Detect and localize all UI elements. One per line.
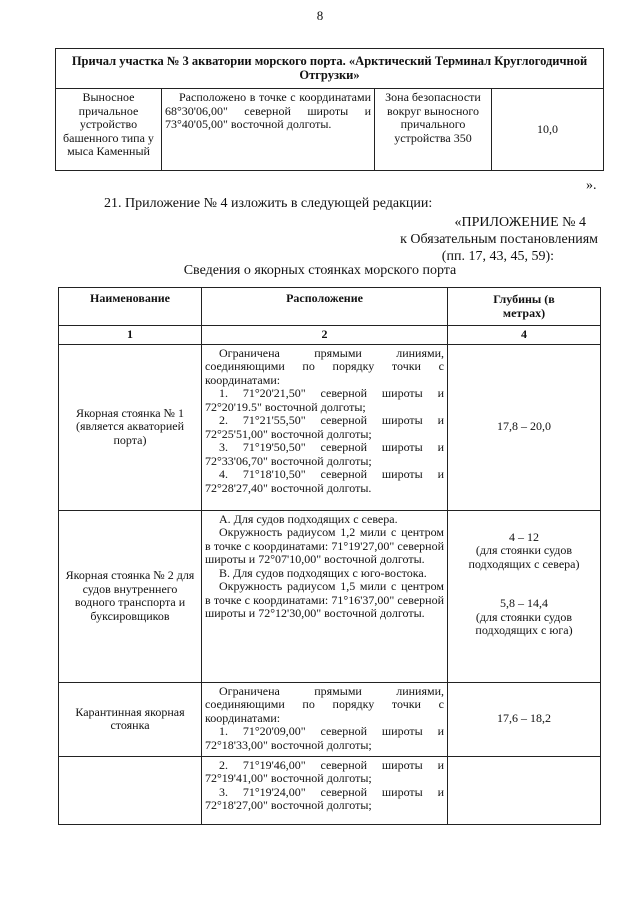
anchorage-4-name — [59, 756, 202, 824]
closing-mark: ». — [586, 178, 597, 193]
berth-zone: Зона безопасности вокруг выносного причального устройства 350 — [375, 89, 492, 171]
anchorage-1-name: Якорная стоянка № 1 (является акваторией порта) — [59, 344, 202, 510]
page-number: 8 — [316, 8, 324, 23]
col-number-4: 4 — [448, 326, 601, 345]
depth-north-note: (для стоянки судов подходящих с севера) — [468, 543, 580, 571]
location-line: 1. 71°20'21,50" северной широты и 72°20'19.5" восточной долготы; — [205, 386, 444, 414]
col-number-1: 1 — [59, 326, 202, 345]
location-line: Окружность радиусом 1,2 мили с центром в точке с координатами: 71°19'27,00" северной широты и 72°07'10,00" восточной долготы. — [205, 525, 444, 566]
header-depth: Глубины (в метрах) — [448, 288, 601, 326]
appendix-title: «ПРИЛОЖЕНИЕ № 4 — [454, 215, 586, 230]
anchorage-table — [58, 287, 601, 825]
appendix-ref: к Обязательным постановлениям — [400, 232, 598, 247]
header-name: Наименование — [59, 288, 202, 326]
anchorage-2-location — [202, 510, 448, 682]
item-21: 21. Приложение № 4 изложить в следующей редакции: — [104, 196, 433, 211]
berth-name: Выносное причальное устройство башенного типа у мыса Каменный — [56, 89, 162, 171]
berth-depth: 10,0 — [492, 89, 604, 171]
location-line: 1. 71°20'09,00" северной широты и 72°18'33,00" восточной долготы; — [205, 724, 444, 752]
depth-north: 4 – 12 — [509, 529, 539, 544]
location-line: Ограничена прямыми линиями, соединяющими по порядку точки с координатами: — [205, 345, 444, 387]
anchorage-1-depth: 17,8 – 20,0 — [448, 344, 601, 510]
anchorage-4-depth — [448, 756, 601, 824]
location-line: Окружность радиусом 1,5 мили с центром в точке с координатами: 71°16'37,00" северной широты и 72°12'30,00" восточной долготы. — [205, 579, 444, 620]
anchorage-2-depth — [448, 510, 601, 682]
depth-south-note: (для стоянки судов подходящих с юга) — [475, 609, 573, 637]
location-line: 3. 71°19'50,50" северной широты и 72°33'06,70" восточной долготы; — [205, 440, 444, 468]
col-number-2: 2 — [202, 326, 448, 345]
location-line: Ограничена прямыми линиями, соединяющими по порядку точки с координатами: — [205, 683, 444, 725]
anchorage-3-location — [202, 682, 448, 756]
header-location: Расположение — [202, 288, 448, 326]
anchorage-4-location — [202, 756, 448, 824]
location-line: 2. 71°21'55,50" северной широты и 72°25'51,00" восточной долготы; — [205, 413, 444, 441]
anchorage-2-name: Якорная стоянка № 2 для судов внутреннего водного транспорта и буксировщиков — [59, 510, 202, 682]
berth-location: Расположено в точке с координатами 68°30'06,00" северной широты и 73°40'05,00" восточной долготы. — [162, 89, 375, 171]
location-line: 4. 71°18'10,50" северной широты и 72°28'27,40" восточной долготы. — [205, 467, 444, 495]
location-line: В. Для судов подходящих с юго-востока. — [219, 565, 427, 580]
location-line: 3. 71°19'24,00" северной широты и 72°18'27,00" восточной долготы; — [205, 784, 444, 812]
depth-south: 5,8 – 14,4 — [500, 596, 548, 610]
appendix-pages: (пп. 17, 43, 45, 59): — [441, 249, 554, 264]
appendix-heading: Сведения о якорных стоянках морского порта — [183, 263, 457, 278]
anchorage-3-name: Карантинная якорная стоянка — [59, 682, 202, 756]
location-line: А. Для судов подходящих с севера. — [219, 511, 398, 526]
berth-table-header: Причал участка № 3 акватории морского порта. «Арктический Терминал Круглогодичной Отгрузки» — [56, 49, 604, 89]
location-line: 2. 71°19'46,00" северной широты и 72°19'41,00" восточной долготы; — [205, 757, 444, 785]
anchorage-1-location — [202, 344, 448, 510]
anchorage-3-depth: 17,6 – 18,2 — [448, 682, 601, 756]
berth-table — [55, 48, 604, 171]
